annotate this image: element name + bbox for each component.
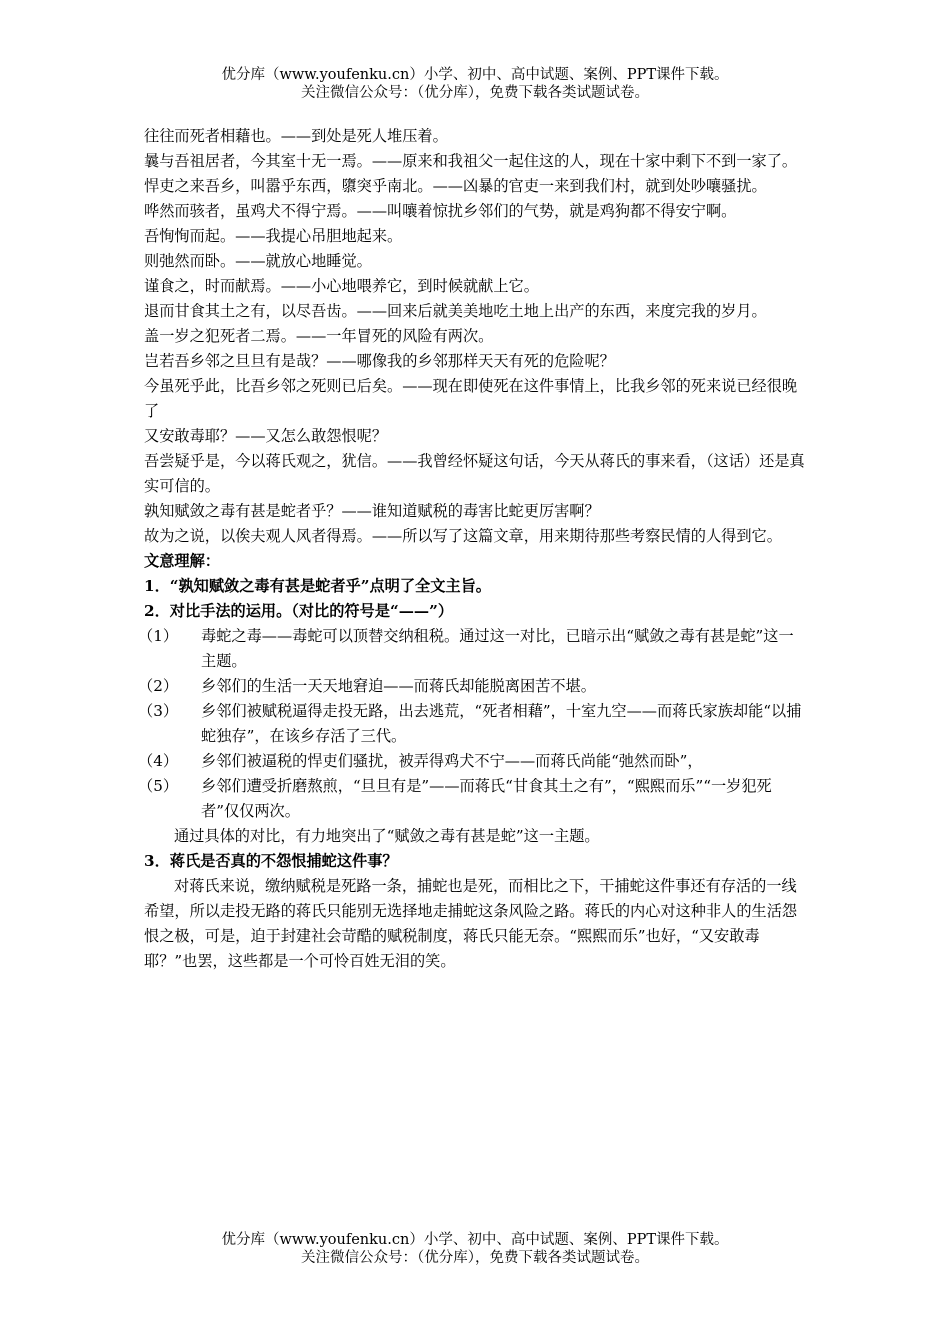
contrast-item xyxy=(138,624,808,674)
contrast-number: （1） xyxy=(138,627,179,645)
point-2: 2．对比手法的运用。（对比的符号是“——”） xyxy=(144,602,454,620)
contrast-item xyxy=(138,674,808,699)
point-1: 1．“孰知赋敛之毒有甚是蛇者乎”点明了全文主旨。 xyxy=(144,577,491,595)
contrast-item xyxy=(138,749,808,774)
translation-line: 曩与吾祖居者，今其室十无一焉。——原来和我祖父一起住这的人，现在十家中剩下不到一家了。 xyxy=(144,152,798,170)
document-body xyxy=(138,124,808,974)
translation-line: 悍吏之来吾乡，叫嚣乎东西，隳突乎南北。——凶暴的官吏一来到我们村，就到处吵嚷骚扰。 xyxy=(144,177,767,195)
contrast-text: 乡邻们被赋税逼得走投无路，出去逃荒，“死者相藉”，十室九空——而蒋氏家族却能“以捕蛇独存”，在该乡存活了三代。 xyxy=(201,702,802,745)
translation-line: 又安敢毒耶？——又怎么敢怨恨呢？ xyxy=(144,427,387,445)
translation-line: 谨食之，时而献焉。——小心地喂养它，到时候就献上它。 xyxy=(144,277,539,295)
header-line-1: 优分库（www.youfenku.cn）小学、初中、高中试题、案例、PPT课件下载。 xyxy=(221,67,729,83)
translation-line: 哗然而骇者，虽鸡犬不得宁焉。——叫嚷着惊扰乡邻们的气势，就是鸡狗都不得安宁啊。 xyxy=(144,202,737,220)
point-3: 3．蒋氏是否真的不怨恨捕蛇这件事？ xyxy=(144,852,398,870)
translation-line: 退而甘食其土之有，以尽吾齿。——回来后就美美地吃土地上出产的东西，来度完我的岁月。 xyxy=(144,302,767,320)
point-3-answer: 对蒋氏来说，缴纳赋税是死路一条，捕蛇也是死，而相比之下，干捕蛇这件事还有存活的一线希望，所以走投无路的蒋氏只能别无选择地走捕蛇这条风险之路。蒋氏的内心对这种非人的生活怨恨之极，可是，迫于封建社会苛酷的赋税制度，蒋氏只能无奈。“熙熙而乐”也好，“又安敢毒耶？”也罢，这些都是一个可怜百姓无泪的笑。 xyxy=(144,877,798,970)
translation-line: 今虽死乎此，比吾乡邻之死则已后矣。——现在即使死在这件事情上，比我乡邻的死来说已经很晚了 xyxy=(144,377,798,420)
page-footer xyxy=(0,1231,950,1267)
contrast-text: 乡邻们的生活一天天地窘迫——而蒋氏却能脱离困苦不堪。 xyxy=(201,677,596,695)
translation-line: 则弛然而卧。——就放心地睡觉。 xyxy=(144,252,372,270)
translation-line: 吾尝疑乎是，今以蒋氏观之，犹信。——我曾经怀疑这句话，今天从蒋氏的事来看，（这话）还是真实可信的。 xyxy=(144,452,805,495)
contrast-summary: 通过具体的对比，有力地突出了“赋敛之毒有甚是蛇”这一主题。 xyxy=(174,827,600,845)
section-title: 文意理解： xyxy=(144,552,220,570)
footer-line-1: 优分库（www.youfenku.cn）小学、初中、高中试题、案例、PPT课件下载。 xyxy=(221,1232,729,1248)
contrast-number: （2） xyxy=(138,677,179,695)
contrast-number: （3） xyxy=(138,702,179,720)
contrast-text: 毒蛇之毒——毒蛇可以顶替交纳租税。通过这一对比，已暗示出“赋敛之毒有甚是蛇”这一主题。 xyxy=(201,627,794,670)
translation-line: 往往而死者相藉也。——到处是死人堆压着。 xyxy=(144,127,448,145)
contrast-item xyxy=(138,774,808,824)
page-header xyxy=(0,66,950,102)
translation-line: 岂若吾乡邻之旦旦有是哉？——哪像我的乡邻那样天天有死的危险呢？ xyxy=(144,352,615,370)
footer-line-2: 关注微信公众号：（优分库），免费下载各类试题试卷。 xyxy=(301,1250,649,1266)
contrast-text: 乡邻们遭受折磨熬煎，“旦旦有是”——而蒋氏“甘食其土之有”，“熙熙而乐”“一岁犯死者”仅仅两次。 xyxy=(201,777,772,820)
contrast-number: （4） xyxy=(138,752,179,770)
contrast-item xyxy=(138,699,808,749)
contrast-number: （5） xyxy=(138,777,179,795)
translation-line: 故为之说，以俟夫观人风者得焉。——所以写了这篇文章，用来期待那些考察民情的人得到它。 xyxy=(144,527,782,545)
header-line-2: 关注微信公众号：（优分库），免费下载各类试题试卷。 xyxy=(301,85,649,101)
contrast-text: 乡邻们被逼税的悍吏们骚扰，被弄得鸡犬不宁——而蒋氏尚能“弛然而卧”， xyxy=(201,752,703,770)
translation-line: 盖一岁之犯死者二焉。——一年冒死的风险有两次。 xyxy=(144,327,494,345)
translation-line: 孰知赋敛之毒有甚是蛇者乎？——谁知道赋税的毒害比蛇更厉害啊？ xyxy=(144,502,600,520)
translation-line: 吾恂恂而起。——我提心吊胆地起来。 xyxy=(144,227,403,245)
